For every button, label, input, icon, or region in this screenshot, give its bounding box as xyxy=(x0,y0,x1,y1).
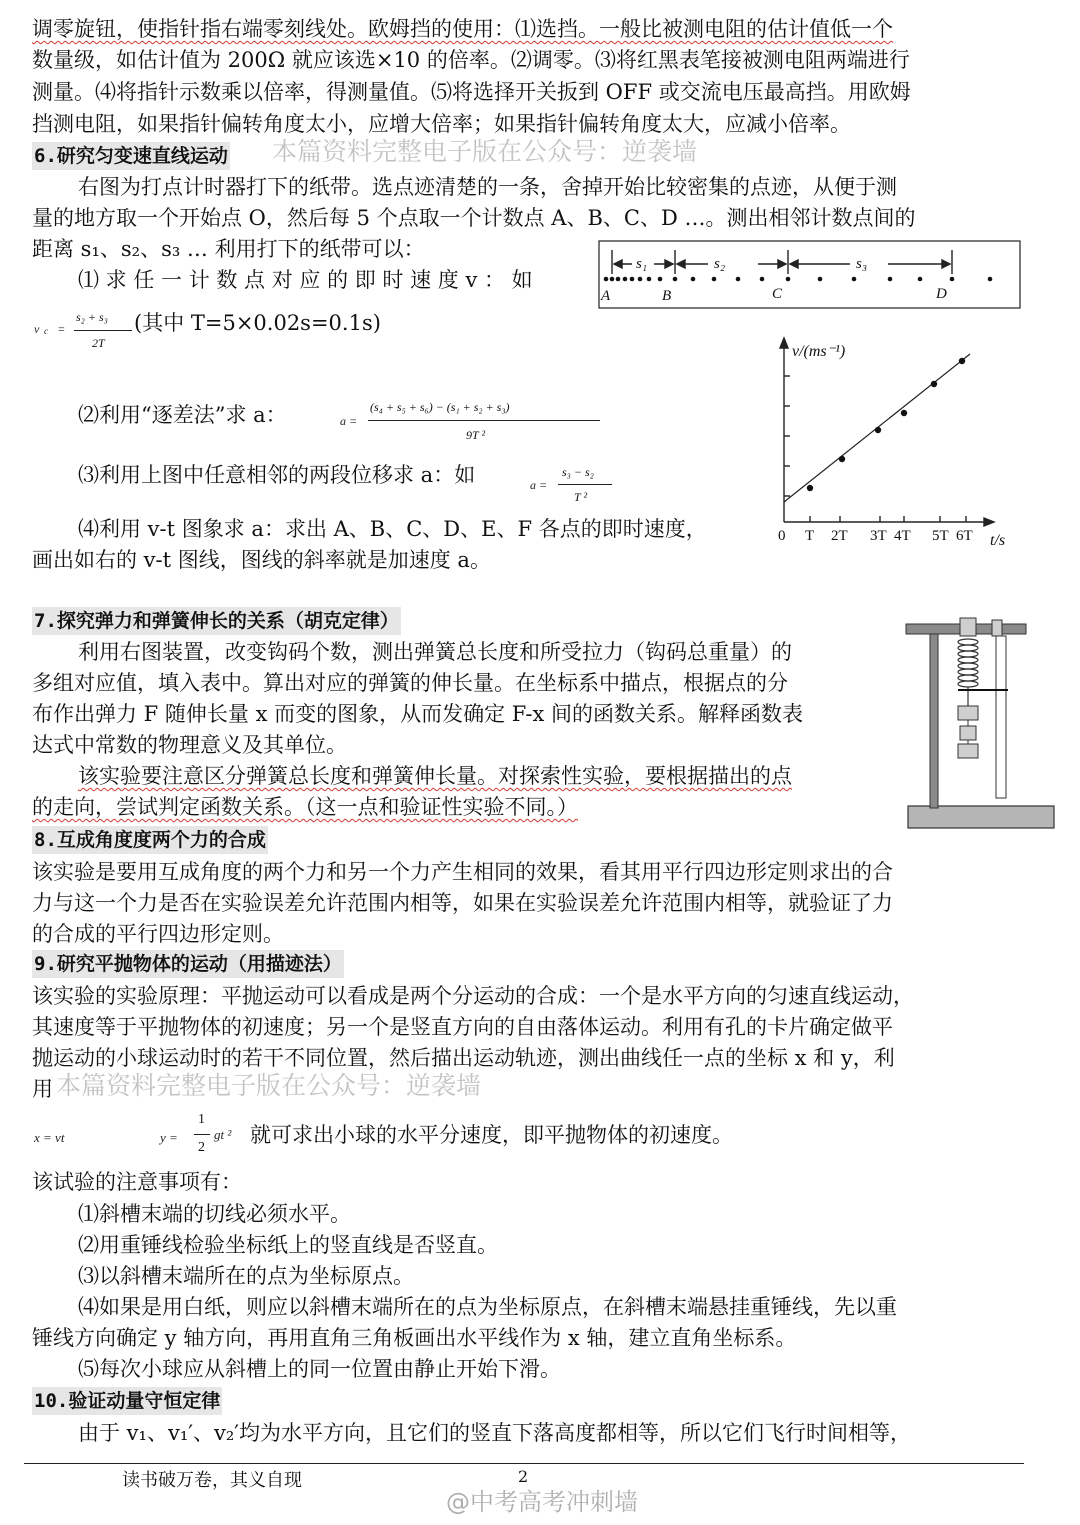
formula-vc-denominator: 2T xyxy=(92,336,105,350)
graph-tick-5t: 5T xyxy=(932,528,949,544)
paragraph-line: 就可求出小球的水平分速度，即平抛物体的初速度。 xyxy=(250,1123,733,1147)
formula-y-numerator: 1 xyxy=(198,1112,205,1127)
fraction-bar xyxy=(368,420,600,421)
paragraph-line: 布作出弹力 F 随伸长量 x 而变的图象，从而发确定 F-x 间的函数关系。解释函数表 xyxy=(32,702,804,726)
paragraph-line: 画出如右的 v-t 图线，图线的斜率就是加速度 a。 xyxy=(32,548,491,572)
formula-a-lhs: a = xyxy=(530,478,548,492)
paragraph-line: ⑷利用 v-t 图象求 a：求出 A、B、C、D、E、F 各点的即时速度， xyxy=(78,517,707,541)
fraction-bar xyxy=(558,484,612,485)
tape-point-d: D xyxy=(936,286,947,302)
paragraph-line: 该实验的实验原理：平抛运动可以看成是两个分运动的合成：一个是水平方向的匀速直线运动， xyxy=(32,984,914,1008)
formula-y-lhs: y = xyxy=(160,1130,178,1145)
paragraph-line: 数量级，如估计值为 200Ω 就应该选×10 的倍率。⑵调零。⑶将红黑表笔接被测电阻两端进行 xyxy=(32,48,910,72)
paragraph-line: 右图为打点计时器打下的纸带。选点迹清楚的一条，舍掉开始比较密集的点迹，从便于测 xyxy=(78,175,897,199)
graph-ylabel: v/(ms⁻¹) xyxy=(792,343,846,360)
paragraph-line: 抛运动的小球运动时的若干不同位置，然后描出运动轨迹，测出曲线任一点的坐标 x 和 y，利 xyxy=(32,1046,895,1070)
list-item: ⑶以斜槽末端所在的点为坐标原点。 xyxy=(78,1264,414,1288)
formula-vc-lhs: v xyxy=(34,322,40,336)
paragraph-line: 该实验要注意区分弹簧总长度和弹簧伸长量。对探索性实验，要根据描出的点 xyxy=(78,764,792,788)
tape-point-b: B xyxy=(662,288,672,304)
list-item: ⑵用重锤线检验坐标纸上的竖直线是否竖直。 xyxy=(78,1233,498,1257)
list-item: 锤线方向确定 y 轴方向，再用直角三角板画出水平线作为 x 轴，建立直角坐标系。 xyxy=(32,1326,797,1350)
section-heading-9: 9.研究平抛物体的运动（用描迹法） xyxy=(32,950,344,978)
paragraph-line: 量的地方取一个开始点 O，然后每 5 个点取一个计数点 A、B、C、D …。测出相邻计数点间的 xyxy=(32,206,916,230)
section-heading-10: 10.验证动量守恒定律 xyxy=(32,1387,222,1415)
paragraph-line: 该实验是要用互成角度的两个力和另一个力产生相同的效果，看其用平行四边形定则求出的合 xyxy=(32,860,893,884)
ticker-tape-figure xyxy=(598,240,1022,310)
formula-x: x = vt xyxy=(34,1130,65,1145)
fraction-bar xyxy=(194,1134,210,1135)
watermark: 本篇资料完整电子版在公众号：逆袭墙 xyxy=(272,137,698,166)
paragraph-line: 由于 v₁、v₁′、v₂′均为水平方向，且它们的竖直下落高度都相等，所以它们飞行时间相等， xyxy=(78,1421,912,1445)
section-heading-7: 7.探究弹力和弹簧伸长的关系（胡克定律） xyxy=(32,607,401,635)
paragraph-line: ⑴ 求 任 一 计 数 点 对 应 的 即 时 速 度 v ： 如 xyxy=(78,268,533,292)
paragraph-line: 用 xyxy=(32,1077,53,1101)
paragraph-line: 该试验的注意事项有： xyxy=(32,1170,242,1194)
graph-tick-2t: 2T xyxy=(831,528,848,544)
formula-equals: = xyxy=(58,322,65,336)
formula-y-rhs: gt ² xyxy=(214,1127,232,1142)
tape-label-s3: s₃ xyxy=(856,256,868,272)
formula-a3-denominator: T ² xyxy=(574,490,588,504)
formula-a2-denominator: 9T ² xyxy=(466,428,486,442)
tape-point-c: C xyxy=(772,286,783,302)
fraction-bar xyxy=(74,330,132,331)
tape-label-s1: s₁ xyxy=(636,256,648,272)
paragraph-line: (其中 T=5×0.02s=0.1s) xyxy=(134,311,381,335)
section-heading-6: 6.研究匀变速直线运动 xyxy=(32,142,230,170)
formula-vc-numerator: s₂ + s₃ xyxy=(76,310,108,324)
paragraph-line: 的走向，尝试判定函数关系。（这一点和验证性实验不同。） xyxy=(32,795,578,819)
paragraph-line: ⑶利用上图中任意相邻的两段位移求 a：如 xyxy=(78,463,476,487)
section-heading-8: 8.互成角度度两个力的合成 xyxy=(32,826,268,854)
list-item: ⑸每次小球应从斜槽上的同一位置由静止开始下滑。 xyxy=(78,1357,561,1381)
paragraph-line: 力与这一个力是否在实验误差允许范围内相等，如果在实验误差允许范围内相等，就验证了力 xyxy=(32,891,893,915)
paragraph-line: 其速度等于平抛物体的初速度；另一个是竖直方向的自由落体运动。利用有孔的卡片确定做平 xyxy=(32,1015,893,1039)
tape-label-s2: s₂ xyxy=(714,256,726,272)
formula-a-lhs: a = xyxy=(340,414,358,428)
tape-point-a: A xyxy=(601,288,611,304)
formula-vc-subscript: c xyxy=(44,326,48,336)
paragraph-line: ⑵利用“逐差法”求 a： xyxy=(78,403,287,427)
formula-y-denominator: 2 xyxy=(198,1140,205,1155)
graph-xlabel: t/s xyxy=(990,532,1006,549)
spring-apparatus-figure xyxy=(900,610,1058,836)
graph-tick-0: 0 xyxy=(778,528,786,544)
watermark: 本篇资料完整电子版在公众号：逆袭墙 xyxy=(56,1071,482,1100)
formula-a3-numerator: s₃ − s₂ xyxy=(562,465,594,479)
footer-motto: 读书破万卷，其义自现 xyxy=(122,1470,302,1491)
graph-tick-3t: 3T xyxy=(870,528,887,544)
list-item: ⑷如果是用白纸，则应以斜槽末端所在的点为坐标原点，在斜槽末端悬挂重锤线，先以重 xyxy=(78,1295,897,1319)
graph-tick-4t: 4T xyxy=(894,528,911,544)
paragraph-line: 多组对应值，填入表中。算出对应的弹簧的伸长量。在坐标系中描点，根据点的分 xyxy=(32,671,788,695)
formula-a2-numerator: (s₄ + s₅ + s₆) − (s₁ + s₂ + s₃) xyxy=(370,400,510,414)
list-item: ⑴斜槽末端的切线必须水平。 xyxy=(78,1202,351,1226)
paragraph-line: 利用右图装置，改变钩码个数，测出弹簧总长度和所受拉力（钩码总重量）的 xyxy=(78,640,792,664)
paragraph-line: 测量。⑷将指针示数乘以倍率，得测量值。⑸将选择开关扳到 OFF 或交流电压最高挡。用欧姆 xyxy=(32,80,911,104)
vt-graph-figure xyxy=(768,330,1018,552)
page-number: 2 xyxy=(518,1467,529,1486)
graph-tick-t: T xyxy=(805,528,815,544)
graph-tick-6t: 6T xyxy=(956,528,973,544)
paragraph-line: 达式中常数的物理意义及其单位。 xyxy=(32,733,347,757)
paragraph-line: 调零旋钮，使指针指右端零刻线处。欧姆挡的使用：⑴选挡。一般比被测电阻的估计值低一个 xyxy=(32,17,893,41)
weibo-watermark: @中考高考冲刺墙 xyxy=(446,1488,638,1516)
paragraph-line: 挡测电阻，如果指针偏转角度太小，应增大倍率；如果指针偏转角度太大，应减小倍率。 xyxy=(32,112,851,136)
paragraph-line: 距离 s₁、s₂、s₃ … 利用打下的纸带可以： xyxy=(32,237,425,261)
paragraph-line: 的合成的平行四边形定则。 xyxy=(32,922,284,946)
